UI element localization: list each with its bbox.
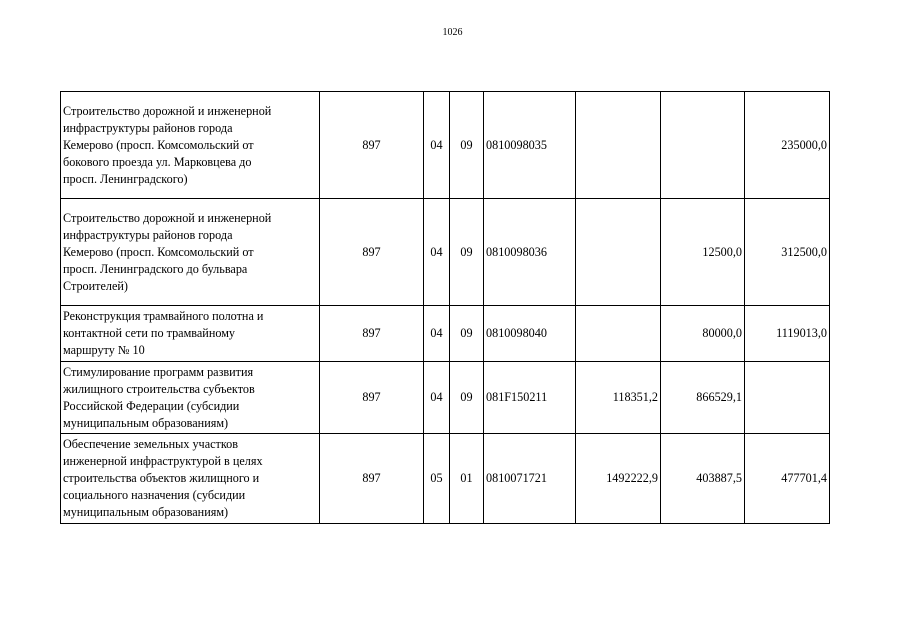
expense-name-cell <box>61 92 320 199</box>
expense-name-line: социального назначения (субсидии <box>63 488 246 502</box>
expense-name-line: муниципальным образованиям) <box>63 505 229 519</box>
expense-name-line: муниципальным образованиям) <box>63 415 229 430</box>
ministry-code-cell: 897 <box>320 362 424 434</box>
amount-2-cell: 12500,0 <box>661 199 745 306</box>
subsection-code-cell: 09 <box>450 92 484 199</box>
table-row <box>61 434 830 524</box>
expense-name-line: Строительство дорожной и инженерной <box>63 210 272 225</box>
ministry-code-cell: 897 <box>320 306 424 362</box>
section-code-cell: 04 <box>424 306 450 362</box>
amount-1-cell: 118351,2 <box>576 362 661 434</box>
amount-1-cell <box>576 306 661 362</box>
expense-name-cell <box>61 306 320 362</box>
expense-name-line: Кемерово (просп. Комсомольский от <box>63 137 254 152</box>
table-body <box>61 92 830 524</box>
section-code-cell: 04 <box>424 199 450 306</box>
expense-name-line: инфраструктуры районов города <box>63 120 233 135</box>
expense-name-line: контактной сети по трамвайному <box>63 326 236 340</box>
target-article-cell: 0810071721 <box>484 434 576 524</box>
amount-3-cell <box>745 362 830 434</box>
expense-name-line: Российской Федерации (субсидии <box>63 398 240 413</box>
subsection-code-cell: 01 <box>450 434 484 524</box>
expense-name-line: просп. Ленинградского до бульвара <box>63 261 248 276</box>
table-row <box>61 92 830 199</box>
expense-name-line: Стимулирование программ развития <box>63 364 254 379</box>
expense-name-line: Строительство дорожной и инженерной <box>63 103 272 118</box>
amount-3-cell: 235000,0 <box>745 92 830 199</box>
target-article-cell: 0810098036 <box>484 199 576 306</box>
ministry-code-cell: 897 <box>320 434 424 524</box>
expense-name-line: маршруту № 10 <box>63 343 145 357</box>
section-code-cell: 04 <box>424 92 450 199</box>
amount-2-cell: 80000,0 <box>661 306 745 362</box>
amount-3-cell: 477701,4 <box>745 434 830 524</box>
expense-name-line: жилищного строительства субъектов <box>63 381 255 396</box>
expense-name-line: просп. Ленинградского) <box>63 171 188 186</box>
amount-1-cell <box>576 92 661 199</box>
amount-2-cell <box>661 92 745 199</box>
amount-3-cell: 312500,0 <box>745 199 830 306</box>
expense-name-line: Кемерово (просп. Комсомольский от <box>63 244 254 259</box>
subsection-code-cell: 09 <box>450 199 484 306</box>
expense-name-line: Обеспечение земельных участков <box>63 437 238 451</box>
expense-name-cell <box>61 362 320 434</box>
target-article-cell: 081F150211 <box>484 362 576 434</box>
target-article-cell: 0810098035 <box>484 92 576 199</box>
expense-name-line: бокового проезда ул. Марковцева до <box>63 154 252 169</box>
table-row <box>61 362 830 434</box>
subsection-code-cell: 09 <box>450 306 484 362</box>
expense-name-line: строительства объектов жилищного и <box>63 471 260 485</box>
section-code-cell: 04 <box>424 362 450 434</box>
expense-name-line: Реконструкция трамвайного полотна и <box>63 309 264 323</box>
ministry-code-cell: 897 <box>320 199 424 306</box>
page-number: 1026 <box>442 27 463 38</box>
ministry-code-cell: 897 <box>320 92 424 199</box>
expense-name-cell <box>61 199 320 306</box>
table-row <box>61 199 830 306</box>
amount-1-cell <box>576 199 661 306</box>
amount-2-cell: 403887,5 <box>661 434 745 524</box>
expense-name-cell <box>61 434 320 524</box>
expense-name-line: инженерной инфраструктурой в целях <box>63 454 263 468</box>
table-row <box>61 306 830 362</box>
expense-name-line: инфраструктуры районов города <box>63 227 233 242</box>
amount-2-cell: 866529,1 <box>661 362 745 434</box>
expense-name-line: Строителей) <box>63 278 128 293</box>
subsection-code-cell: 09 <box>450 362 484 434</box>
section-code-cell: 05 <box>424 434 450 524</box>
amount-1-cell: 1492222,9 <box>576 434 661 524</box>
amount-3-cell: 1119013,0 <box>745 306 830 362</box>
target-article-cell: 0810098040 <box>484 306 576 362</box>
budget-table <box>60 91 830 524</box>
